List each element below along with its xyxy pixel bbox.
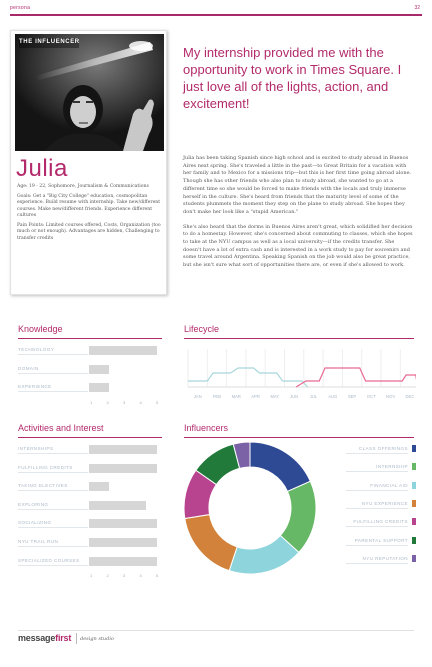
bio-paragraph-1: Julia has been taking Spanish since high school and is excited to study abroad in Buenos Aires next spring. She's traveled a little in the past—to Great Britain for a vacation with her family and to Mexico for a missions trip—but this is her first time going abroad alone. Though she has other friends who also plan to study abroad, she wanted to go at a different time so she would be forced to make friends with the locals and truly immerse herself in the culture. She's heard from friends that the maturity level of some of the students plummets the moment they step on the plane to study abroad. She hopes they don't make her look like a "stupid American." (183, 155, 412, 215)
influencer-row-line (346, 526, 408, 527)
footer-separator (76, 633, 77, 644)
month-label: OCT (366, 394, 376, 399)
axis-tick-label: 5 (156, 573, 159, 579)
influencer-label: PARENTAL SUPPORT (354, 537, 408, 543)
bar-row-line (18, 354, 88, 355)
section-label: persona (10, 5, 31, 11)
bar (89, 346, 157, 355)
bar (89, 501, 146, 510)
logo-part-message: message (18, 633, 56, 643)
influencer-label: NYU REPUTATION (362, 555, 408, 561)
influencer-swatch (412, 537, 416, 544)
influencer-label: FULFILLING CREDITS (353, 519, 408, 525)
lifecycle-series-2-line (296, 368, 416, 387)
persona-bio (183, 155, 413, 277)
axis-tick-label: 3 (123, 573, 126, 579)
influencer-label: FINANCIAL AID (370, 482, 408, 488)
persona-name: Julia (16, 155, 68, 182)
knowledge-title: Knowledge (18, 324, 63, 334)
knowledge-rule (18, 338, 162, 339)
axis-tick-label: 2 (106, 573, 109, 579)
bar-row-line (18, 391, 88, 392)
influencer-swatch (412, 555, 416, 562)
axis-tick-label: 4 (139, 399, 142, 405)
donut-slice (185, 515, 237, 571)
bar-label: SPECIALIZED COURSES (18, 557, 80, 563)
influencer-swatch (412, 482, 416, 489)
persona-goals: Goals: Get a "Big City College" education, cosmopolitan experience. Build resume with internship. Take new/different courses. Make new/different friends. Experience different cultures (17, 193, 161, 219)
footer-rule (18, 630, 414, 631)
influencer-swatch (412, 463, 416, 470)
axis-tick-label: 1 (90, 399, 93, 405)
influencer-swatch (412, 445, 416, 452)
bio-paragraph-2: She's also heard that the dorms in Buenos Aires aren't great, which solidified her decision to do a homestay. However, she's concerned about commuting to classes, which she hopes to take at the NYU campus as well as a local university—if the credits transfer. She doesn't have a lot of extra cash and is interested in a work study to pay for souvenirs and some travel around Argentina. Speaking Spanish on the job would also be great practice, but she isn't sure what sort of opportunities there are, or even if she's allowed to work. (183, 223, 413, 269)
persona-pain-points: Pain Points: Limited courses offered, Costs, Organization (too much or not enough). Advantages are hidden, Challenging to transfer credits (17, 223, 161, 241)
axis-tick-label: 2 (106, 399, 109, 405)
influencers-title: Influencers (184, 423, 229, 433)
influencer-label: INTERNSHIP (376, 464, 408, 470)
bar-row-line (18, 527, 88, 528)
month-label: FEB (212, 394, 222, 399)
month-label: JUN (290, 394, 299, 399)
influencer-row-line (346, 563, 408, 564)
lifecycle-chart (184, 345, 416, 403)
bar (89, 464, 157, 473)
month-label: MAR (231, 394, 241, 399)
influencer-row-line (346, 471, 408, 472)
footer-tagline: design studio (80, 636, 114, 642)
bar-label: FULFILLING CREDITS (18, 464, 73, 470)
activities-rule (18, 437, 162, 438)
influencer-label: CLASS OFFERINGS (358, 446, 408, 451)
bar (89, 538, 157, 547)
bar (89, 445, 157, 454)
persona-type-label: THE INFLUENCER (19, 39, 80, 45)
bar-row-line (18, 472, 88, 473)
influencer-swatch (412, 518, 416, 525)
bar-label: DOMAIN (18, 365, 39, 371)
company-logo (18, 633, 71, 643)
bar-label: EXPERIENCE (18, 384, 52, 389)
bar-row-line (18, 509, 88, 510)
month-label: SEP (347, 394, 357, 399)
month-label: AUG (328, 394, 338, 399)
bar-row-line (18, 490, 88, 491)
persona-quote: My internship provided me with the opportunity to work in Times Square. I just love all of the lights, action, and excitement! (183, 45, 402, 111)
bar-row-line (18, 546, 88, 547)
bar-label: NYU TRAIL RUN (18, 539, 59, 544)
month-label: DEC (405, 394, 415, 399)
header-rule (10, 14, 422, 16)
month-label: JUL (309, 394, 318, 399)
bar (89, 365, 109, 374)
bar-label: TAKING ELECTIVES (18, 483, 68, 489)
bar-label: SOCIALIZING (18, 520, 52, 526)
bar (89, 557, 157, 566)
bar-label: EXPLORING (18, 501, 49, 507)
persona-card (10, 30, 167, 295)
bar-label: INTERNSHIPS (18, 446, 54, 451)
bar-row-line (18, 373, 88, 374)
bar (89, 383, 109, 392)
axis-tick-label: 3 (123, 399, 126, 405)
persona-details (17, 184, 163, 246)
bar-row-line (18, 453, 88, 454)
bar (89, 482, 109, 491)
page-number: 32 (414, 5, 420, 11)
axis-tick-label: 4 (139, 573, 142, 579)
persona-photo (15, 34, 164, 151)
persona-demographics: Age: 19 - 22, Sophomore, Journalism & Communications (17, 184, 149, 189)
axis-tick-label: 1 (90, 573, 93, 579)
influencer-row-line (346, 508, 408, 509)
month-label: JAN (193, 394, 202, 399)
influencer-swatch (412, 500, 416, 507)
lifecycle-series-1-line (188, 368, 308, 387)
influencer-label: NYU EXPERIENCE (361, 500, 408, 506)
axis-tick-label: 5 (156, 399, 159, 405)
influencer-row-line (346, 545, 408, 546)
bar (89, 519, 157, 528)
logo-part-first: first (55, 633, 72, 643)
bar-row-line (18, 565, 88, 566)
photo-illustration (15, 34, 164, 151)
month-label: NOV (386, 394, 396, 399)
month-label: APR (251, 394, 260, 399)
lifecycle-rule (184, 338, 414, 339)
influencer-row-line (346, 490, 408, 491)
influencer-row-line (346, 453, 408, 454)
bar-label: TECHNOLOGY (18, 347, 55, 352)
month-label: MAY (270, 394, 280, 399)
activities-title: Activities and Interest (18, 423, 104, 433)
lifecycle-title: Lifecycle (184, 324, 220, 334)
top-bar (0, 0, 432, 18)
